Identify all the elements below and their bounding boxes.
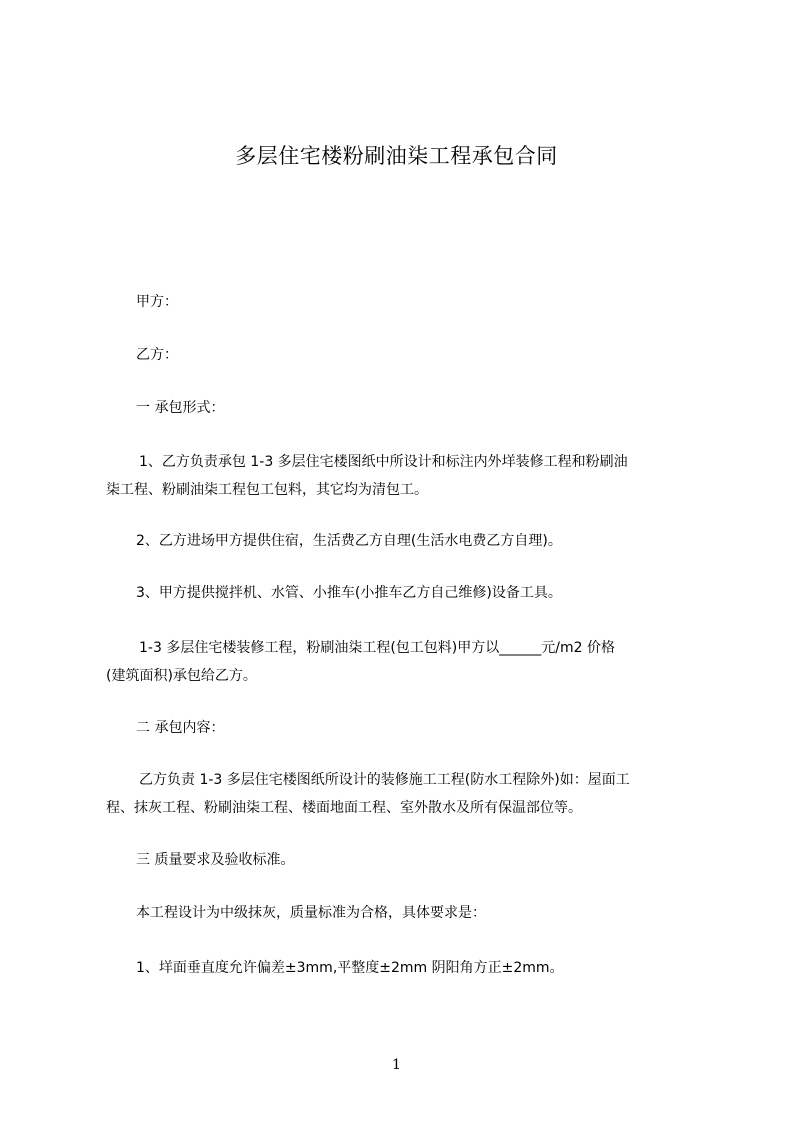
section-heading-contract-form (106, 394, 702, 422)
page-number: 1 (392, 1057, 401, 1073)
document-title: 多层住宅楼粉刷油柒工程承包合同 (235, 144, 558, 168)
party-b-line (106, 341, 702, 369)
paragraph-line: 甲方： (136, 294, 178, 310)
clause-1 (106, 448, 702, 504)
paragraph-line: 程、抹灰工程、粉刷油柒工程、楼面地面工程、室外散水及所有保温部位等。 (106, 800, 582, 816)
paragraph-line: 2、乙方进场甲方提供住宿，生活费乙方自理(生活水电费乙方自理)。 (136, 533, 562, 549)
paragraph-line: 三 质量要求及验收标准。 (136, 852, 295, 868)
tolerance-clause (106, 954, 702, 982)
price-clause (106, 634, 702, 690)
paragraph-line: 柒工程、粉刷油柒工程包工包料，其它均为清包工。 (106, 482, 428, 498)
content-clause (106, 766, 702, 822)
paragraph-line: 乙方负责 1-3 多层住宅楼图纸所设计的装修施工工程(防水工程除外)如：屋面工 (139, 772, 630, 788)
clause-3 (106, 579, 702, 607)
paragraph-line: 3、甲方提供搅拌机、水管、小推车(小推车乙方自己维修)设备工具。 (136, 585, 562, 601)
clause-2 (106, 527, 702, 555)
paragraph-line: 一 承包形式： (136, 400, 225, 416)
quality-standard (106, 899, 702, 927)
section-heading-quality (106, 846, 702, 874)
section-heading-contract-content (106, 714, 702, 742)
paragraph-line: (建筑面积)承包给乙方。 (106, 668, 257, 684)
paragraph-line: 1、垟面垂直度允许偏差±3mm,平整度±2mm 阴阳角方正±2mm。 (136, 960, 564, 976)
party-a-line (106, 288, 702, 316)
paragraph-line: 二 承包内容： (136, 720, 225, 736)
paragraph-line: 1、乙方负责承包 1-3 多层住宅楼图纸中所设计和标注内外垟装修工程和粉刷油 (139, 454, 628, 470)
paragraph-line: 乙方： (136, 347, 178, 363)
paragraph-line: 1-3 多层住宅楼装修工程，粉刷油柒工程(包工包料)甲方以______元/m2 价格 (139, 640, 615, 656)
paragraph-line: 本工程设计为中级抹灰，质量标准为合格，具体要求是： (136, 905, 486, 921)
